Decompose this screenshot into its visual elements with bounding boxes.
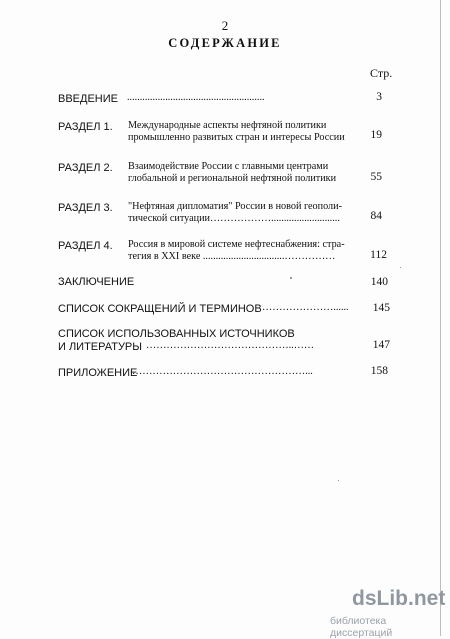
toc-section2-line1: Взаимодействие России с главными центрами bbox=[128, 161, 329, 172]
toc-section4-line2: тегия в XXI веке ................................…………… bbox=[128, 251, 336, 262]
toc-intro-dots: ...................................................... bbox=[127, 92, 265, 103]
toc-section3-line1: "Нефтяная дипломатия" России в новой геополи- bbox=[128, 201, 342, 212]
toc-section4-line1: Россия в мировой системе нефтеснабжения: стра- bbox=[128, 239, 345, 250]
toc-section2-page: 55 bbox=[370, 171, 382, 183]
page-number: 2 bbox=[221, 18, 229, 33]
toc-sources-line2: И ЛИТЕРАТУРЫ bbox=[58, 341, 143, 353]
toc-section4-label: РАЗДЕЛ 4. bbox=[58, 240, 113, 252]
dslib-subtitle: библиотека диссертаций bbox=[330, 615, 393, 639]
pages-column-header: Стр. bbox=[370, 66, 393, 80]
toc-section2-line2: глобальной и региональной нефтяной политики bbox=[128, 173, 337, 184]
toc-section3-line2: тической ситуации………………........................... bbox=[128, 213, 340, 224]
toc-section1-label: РАЗДЕЛ 1. bbox=[58, 121, 113, 133]
toc-sources-dots: ……………………………………..…… bbox=[146, 340, 315, 351]
toc-section1-line2: промышленно развитых стран и интересы России bbox=[128, 132, 345, 143]
toc-abbreviations-page: 145 bbox=[372, 302, 390, 314]
scan-edge-line bbox=[440, 0, 441, 636]
toc-appendix-dots: ……………………………………………... bbox=[132, 366, 313, 377]
toc-abbreviations-label: СПИСОК СОКРАЩЕНИЙ И ТЕРМИНОВ bbox=[58, 303, 262, 315]
toc-appendix-label: ПРИЛОЖЕНИЕ bbox=[58, 367, 138, 379]
scan-speck bbox=[338, 480, 339, 481]
toc-sources-page: 147 bbox=[372, 339, 390, 351]
toc-section2-label: РАЗДЕЛ 2. bbox=[58, 162, 113, 174]
toc-intro-page: 3 bbox=[376, 91, 382, 103]
dslib-logo-text: dsLib.net bbox=[352, 587, 446, 610]
page-title: СОДЕРЖАНИЕ bbox=[168, 36, 282, 50]
toc-sources-line1: СПИСОК ИСПОЛЬЗОВАННЫХ ИСТОЧНИКОВ bbox=[58, 328, 295, 340]
toc-section3-label: РАЗДЕЛ 3. bbox=[58, 202, 113, 214]
toc-intro-label: ВВЕДЕНИЕ bbox=[58, 93, 118, 105]
scan-speck bbox=[400, 267, 401, 268]
toc-section4-page: 112 bbox=[370, 249, 387, 261]
toc-section1-page: 19 bbox=[370, 129, 382, 141]
toc-appendix-page: 158 bbox=[370, 365, 388, 377]
toc-conclusion-label: ЗАКЛЮЧЕНИЕ bbox=[58, 276, 135, 288]
toc-section3-page: 84 bbox=[370, 210, 382, 222]
toc-section1-line1: Международные аспекты нефтяной политики bbox=[128, 120, 327, 131]
toc-conclusion-page: 140 bbox=[370, 276, 388, 288]
toc-abbreviations-dots: …………………...... bbox=[262, 302, 349, 313]
dslib-watermark bbox=[326, 585, 450, 639]
dslib-logo bbox=[352, 587, 445, 611]
scan-speck bbox=[290, 277, 292, 279]
